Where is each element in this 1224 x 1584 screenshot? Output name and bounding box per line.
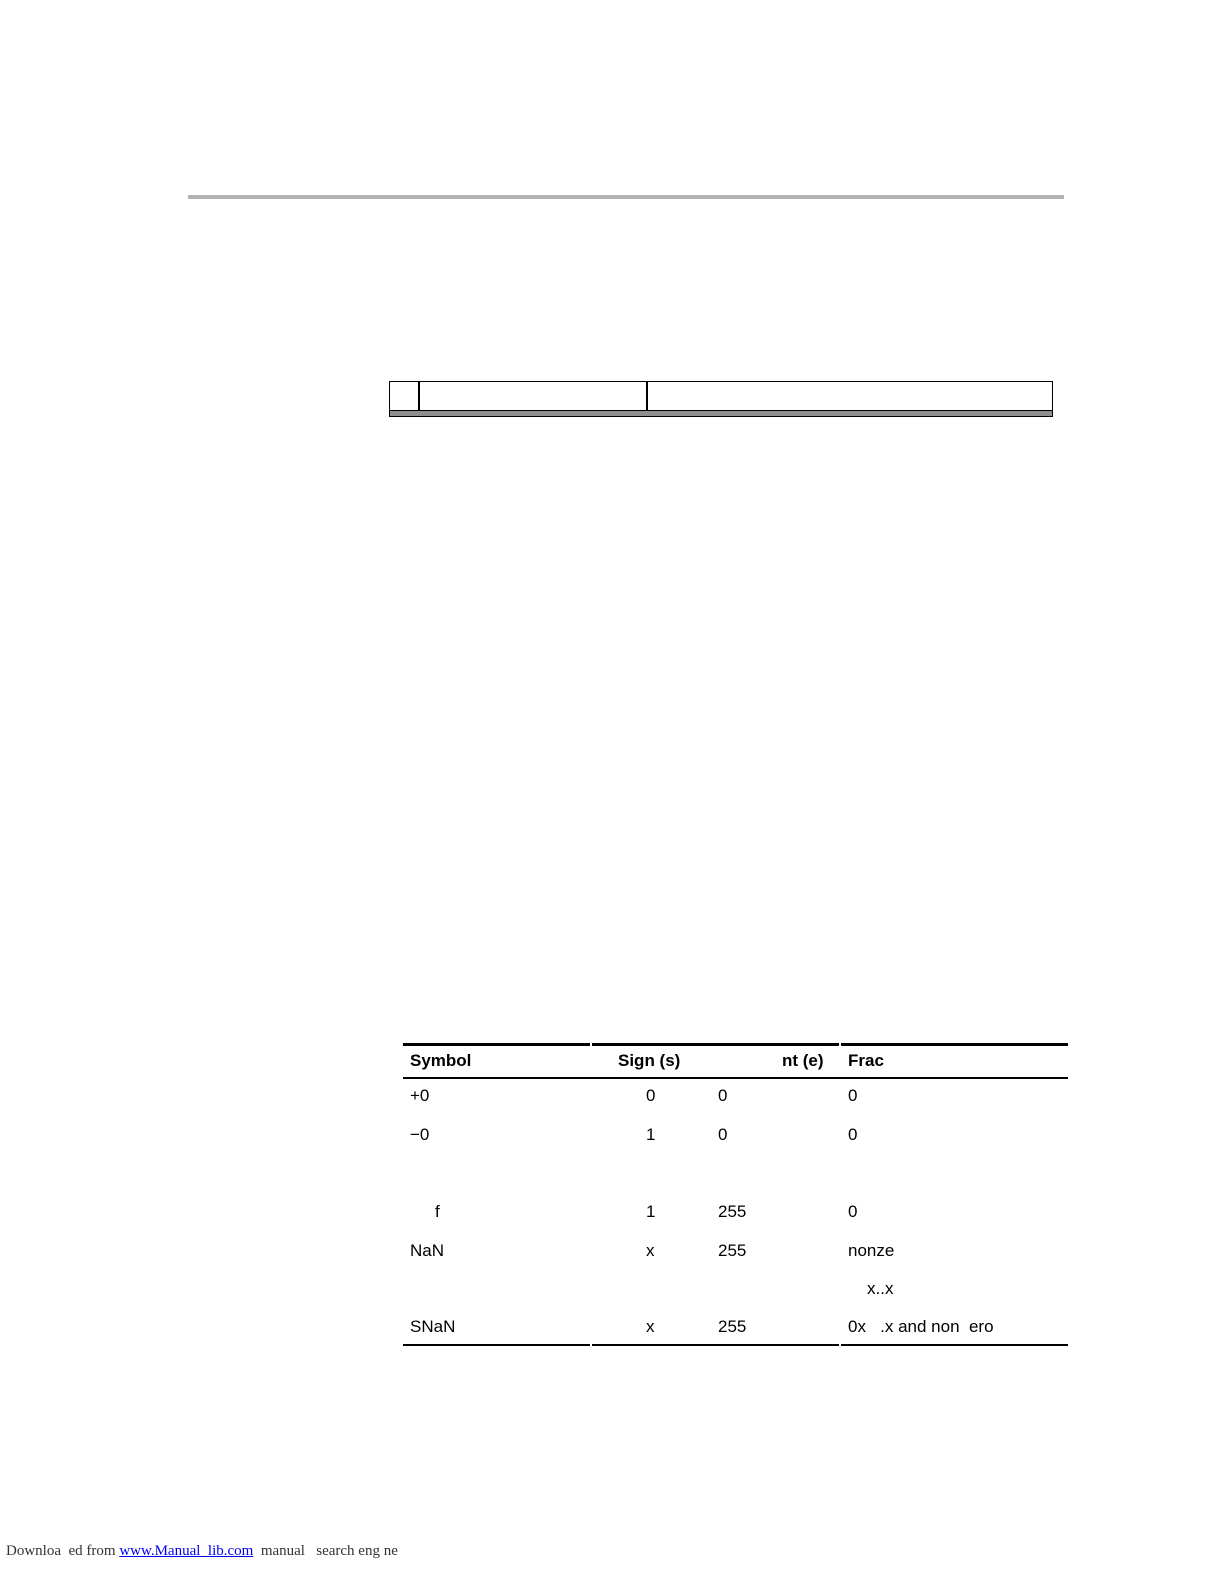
manualslib-link[interactable]: www.Manual lib.com [119,1543,254,1559]
header-symbol: Symbol [410,1051,472,1070]
table-cell-exponent: 0 [718,1125,728,1144]
table-cell-fraction: 0x .x and non ero [848,1317,994,1336]
bit-field-diagram [389,381,1053,411]
table-cell-symbol: +0 [410,1086,430,1105]
table-cell-symbol: NaN [410,1241,445,1260]
table-cell-fraction: 0 [848,1086,858,1105]
table-cell-exponent: 0 [718,1086,728,1105]
table-cell-exponent: 255 [718,1241,747,1260]
table-cell-fraction: 0 [848,1125,858,1144]
table-cell-fraction: 0 [848,1202,858,1221]
download-footer [6,1543,398,1560]
header-exponent: nt (e) [782,1051,824,1070]
table-cell-sign: x [646,1241,655,1260]
footer-prefix: Downloa ed from [6,1543,120,1559]
sign-bit-field [390,382,420,410]
table-cell-symbol: SNaN [410,1317,456,1336]
table-cell-exponent: 255 [718,1202,747,1221]
footer-suffix: manual search eng ne [253,1543,398,1559]
table-bottom-rule [403,1344,1068,1347]
table-cell-sign: 1 [646,1125,656,1144]
table-cell-symbol: −0 [410,1125,430,1144]
table-cell-exponent: 255 [718,1317,747,1336]
header-sign: Sign (s) [618,1051,681,1070]
fraction-bit-field [648,382,1052,410]
table-cell-symbol: f [435,1202,440,1221]
table-cell-sign: x [646,1317,655,1336]
table-top-rule [403,1043,1068,1046]
exponent-bit-field [420,382,648,410]
header-rule [188,195,1064,199]
table-cell-fraction-line2: x..x [867,1279,894,1298]
table-cell-sign: 0 [646,1086,656,1105]
header-fraction: Frac [848,1051,884,1070]
bit-field-underline [389,410,1053,417]
table-cell-fraction: nonze [848,1241,895,1260]
table-cell-sign: 1 [646,1202,656,1221]
table-header-rule [403,1077,1068,1079]
